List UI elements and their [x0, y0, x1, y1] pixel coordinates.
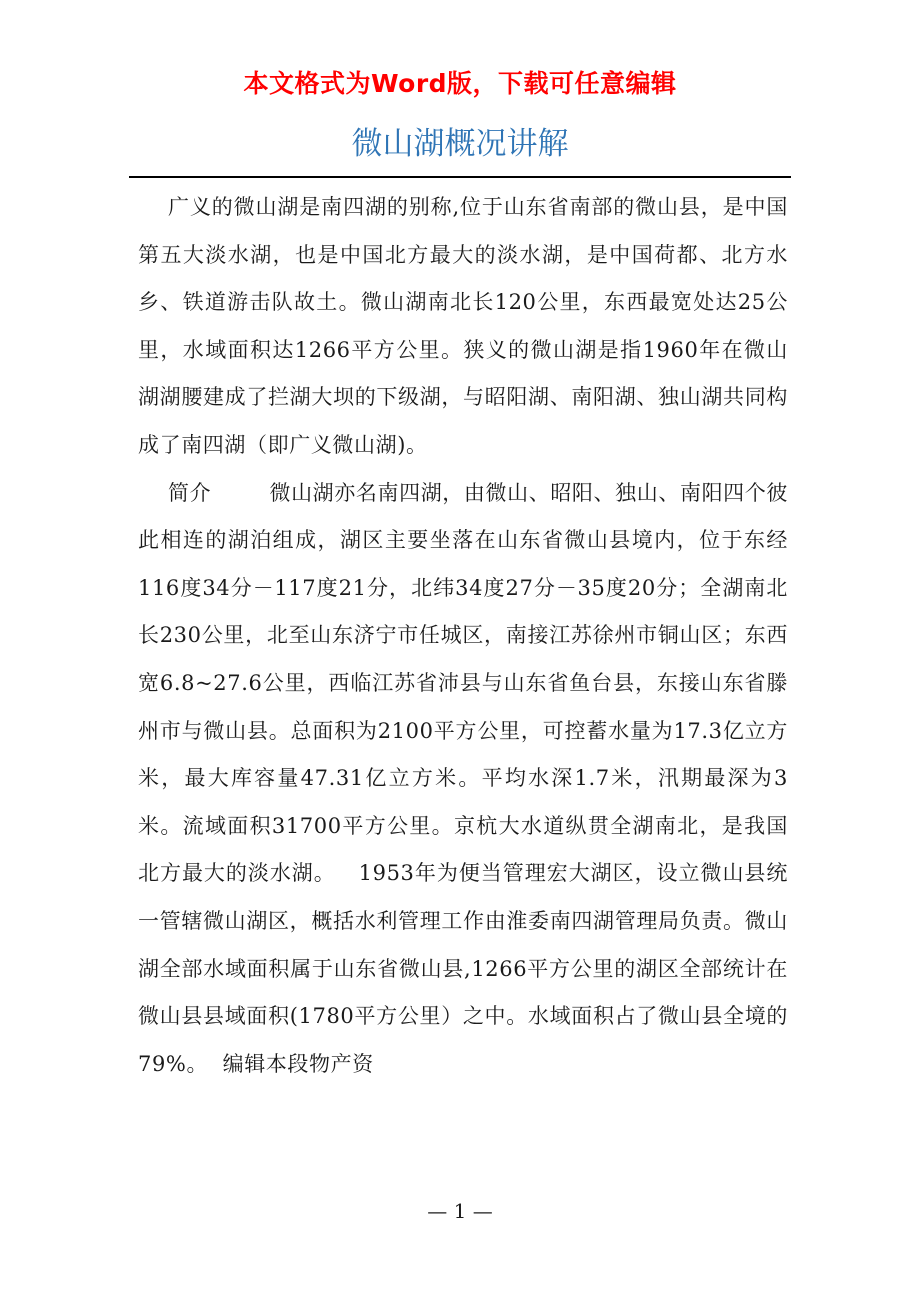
- body-paragraph: 简介 微山湖亦名南四湖，由微山、昭阳、独山、南阳四个彼此相连的湖泊组成，湖区主要坐落在山东省微山县境内，位于东经116度34分－117度21分，北纬34度27分－35度20分；全湖南北长230公里，北至山东济宁市任城区，南接江苏徐州市铜山区；东西宽6.8~27.6公里，西临江苏省沛县与山东省鱼台县，东接山东省滕州市与微山县。总面积为2100平方公里，可控蓄水量为17.3亿立方米，最大库容量47.31亿立方米。平均水深1.7米，汛期最深为3米。流域面积31700平方公里。京杭大水道纵贯全湖南北，是我国北方最大的淡水湖。 1953年为便当管理宏大湖区，设立微山县统一管辖微山湖区，概括水利管理工作由淮委南四湖管理局负责。微山湖全部水域面积属于山东省微山县,1266平方公里的湖区全部统计在微山县县域面积(1780平方公里）之中。水域面积占了微山县全境的79%。 编辑本段物产资: [138, 480, 788, 1076]
- title-divider: [129, 176, 791, 178]
- body-paragraph: 广义的微山湖是南四湖的别称,位于山东省南部的微山县，是中国第五大淡水湖，也是中国北方最大的淡水湖，是中国荷都、北方水乡、铁道游击队故土。微山湖南北长120公里，东西最宽处达25公里，水域面积达1266平方公里。狭义的微山湖是指1960年在微山湖湖腰建成了拦湖大坝的下级湖，与昭阳湖、南阳湖、独山湖共同构成了南四湖（即广义微山湖)。: [138, 195, 788, 457]
- document-title: 微山湖概况讲解: [351, 126, 569, 162]
- format-banner: 本文格式为Word版，下载可任意编辑: [243, 69, 677, 98]
- document-body: [138, 184, 788, 1088]
- page-number: — 1 —: [427, 1199, 493, 1223]
